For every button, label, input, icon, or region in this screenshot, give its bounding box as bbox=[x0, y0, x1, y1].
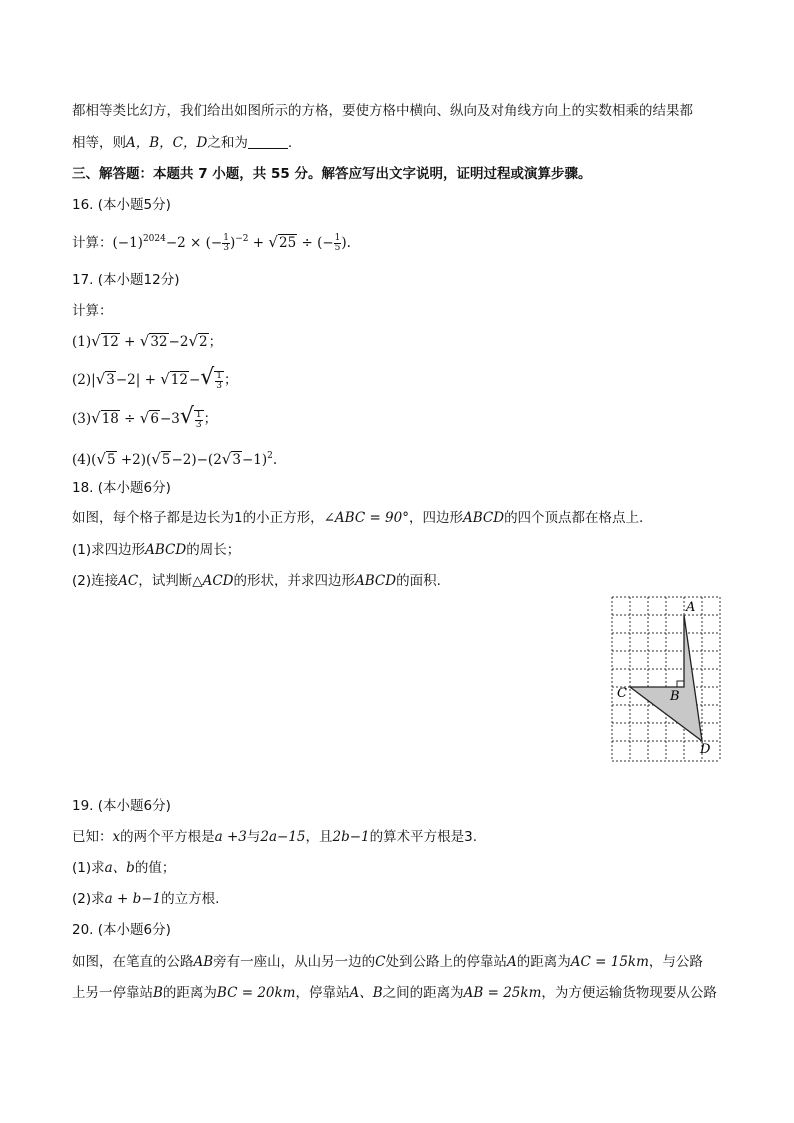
q18-part-1: (1)求四边形ABCD的周长； bbox=[72, 542, 241, 558]
section-3-heading: 三、解答题：本题共 7 小题，共 55 分。解答应写出文字说明，证明过程或演算步骤。 bbox=[72, 166, 592, 182]
label-a: A bbox=[686, 600, 696, 615]
q19-part-2: (2)求a + b−1的立方根. bbox=[72, 891, 220, 907]
q17-prefix: 计算： bbox=[72, 303, 113, 319]
label-b: B bbox=[670, 689, 680, 704]
q19-heading: 19. (本小题6分) bbox=[72, 798, 171, 814]
q17-part-1: (1)√12 + √32−2√2； bbox=[72, 332, 223, 350]
label-c: C bbox=[617, 686, 627, 701]
quadrilateral-grid-figure bbox=[610, 595, 722, 765]
q17-part-3: (3)√18 ÷ √6−3√ $\frac{1}{3}$ ； bbox=[72, 404, 218, 430]
intro-line-2: 相等，则A，B，C，D之和为 . bbox=[72, 135, 293, 151]
q17-heading: 17. (本小题12分) bbox=[72, 272, 180, 288]
q20-heading: 20. (本小题6分) bbox=[72, 922, 171, 938]
q20-line-2: 上另一停靠站B的距离为BC = 20km，停靠站A、B之间的距离为AB = 25km，为方便运输货物现要从公路 bbox=[72, 985, 717, 1001]
fraction-one-fifth: $\frac{1}{5}$ bbox=[334, 232, 341, 253]
right-angle-marker bbox=[677, 681, 684, 687]
label-d: D bbox=[700, 742, 711, 757]
intro-line-1: 都相等类比幻方，我们给出如图所示的方格，要使方格中横向、纵向及对角线方向上的实数相乘的结果都 bbox=[72, 103, 693, 119]
q17-part-2: (2)|√3−2| + √12−√ $\frac{1}{3}$ ； bbox=[72, 365, 238, 391]
q18-body: 如图，每个格子都是边长为1的小正方形，∠ABC = 90°，四边形ABCD的四个顶点都在格点上. bbox=[72, 510, 644, 526]
q17-part-4: $(4)(√5 +2)(√5-2)-(2√3-1)^2$. bbox=[72, 450, 278, 468]
grid bbox=[612, 597, 720, 761]
answer-blank[interactable] bbox=[248, 134, 288, 149]
q19-body: 已知：x的两个平方根是a +3与2a−15，且2b−1的算术平方根是3. bbox=[72, 829, 478, 845]
q16-expression: 计算：$(-1)^{2024}-2$ × (− $\frac{1}{3}$ )$^{-2}$ + √25 ÷ (− $\frac{1}{5}$ ). bbox=[72, 232, 351, 253]
q16-heading: 16. (本小题5分) bbox=[72, 197, 171, 213]
q19-part-1: (1)求a、b的值； bbox=[72, 860, 176, 876]
q20-line-1: 如图，在笔直的公路AB旁有一座山，从山另一边的C处到公路上的停靠站A的距离为AC = 15km，与公路 bbox=[72, 954, 703, 970]
sqrt-25: √25 bbox=[268, 233, 297, 251]
q18-heading: 18. (本小题6分) bbox=[72, 480, 171, 496]
fraction-one-third: $\frac{1}{3}$ bbox=[223, 232, 229, 253]
q18-part-2: (2)连接AC，试判断△ACD的形状，并求四边形ABCD的面积. bbox=[72, 573, 441, 589]
